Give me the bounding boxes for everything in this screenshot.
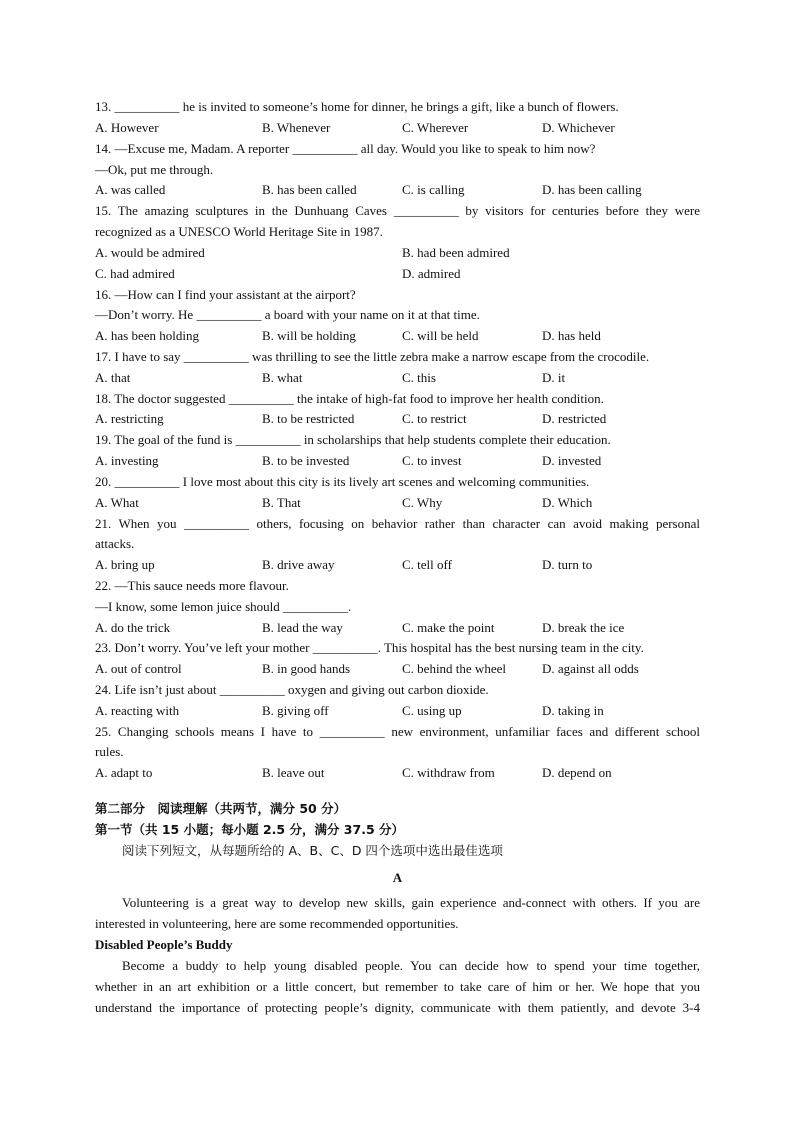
section1-heading: 第一节（共 15 小题；每小题 2.5 分，满分 37.5 分）: [95, 822, 404, 837]
q14-option-d: D. has been calling: [542, 182, 642, 197]
question-14-stem-line2: —Ok, put me through.: [95, 162, 214, 177]
q21-option-d: D. turn to: [542, 557, 593, 572]
passage-body-line2: whether in an art exhibition or a little concert, but remember to take care of him or her. We hope that you: [95, 979, 700, 994]
passage-body-line1: Become a buddy to help young disabled people. You can decide how to spend your time together,: [122, 958, 700, 973]
q22-option-d: D. break the ice: [542, 620, 625, 635]
q13-option-d: D. Whichever: [542, 120, 615, 135]
question-15-stem: 15. The amazing sculptures in the Dunhuang Caves __________ by visitors for centuries before they were: [95, 203, 700, 218]
question-18-stem: 18. The doctor suggested __________ the intake of high-fat food to improve her health condition.: [95, 391, 604, 406]
question-20-stem: 20. __________ I love most about this city is its lively art scenes and welcoming communities.: [95, 474, 590, 489]
q13-option-a: A. However: [95, 120, 159, 135]
q14-option-a: A. was called: [95, 182, 166, 197]
q14-option-c: C. is calling: [402, 182, 465, 197]
q21-option-b: B. drive away: [262, 557, 335, 572]
q16-option-b: B. will be holding: [262, 328, 356, 343]
question-19-stem: 19. The goal of the fund is __________ in scholarships that help students complete their education.: [95, 432, 611, 447]
question-21-stem: 21. When you __________ others, focusing on behavior rather than character can avoid making personal: [95, 516, 700, 531]
q20-option-c: C. Why: [402, 495, 443, 510]
q16-option-c: C. will be held: [402, 328, 479, 343]
q15-option-c: C. had admired: [95, 266, 175, 281]
q25-option-d: D. depend on: [542, 765, 612, 780]
q18-option-d: D. restricted: [542, 411, 607, 426]
q15-option-d: D. admired: [402, 266, 461, 281]
q18-option-b: B. to be restricted: [262, 411, 355, 426]
question-24-stem: 24. Life isn’t just about __________ oxygen and giving out carbon dioxide.: [95, 682, 489, 697]
q24-option-d: D. taking in: [542, 703, 604, 718]
q17-option-a: A. that: [95, 370, 131, 385]
q17-option-d: D. it: [542, 370, 566, 385]
question-25-stem-line2: rules.: [95, 744, 124, 759]
q14-option-b: B. has been called: [262, 182, 357, 197]
passage-body-line3: understand the importance of protecting people’s dignity, communicate with them patiently, and devote 3-4: [95, 1000, 700, 1015]
passage-intro-line1: Volunteering is a great way to develop new skills, gain experience and-connect with others. If you are: [122, 895, 700, 910]
passage-intro-line2: interested in volunteering, here are some recommended opportunities.: [95, 916, 459, 931]
q19-option-b: B. to be invested: [262, 453, 350, 468]
q21-option-c: C. tell off: [402, 557, 452, 572]
q19-option-c: C. to invest: [402, 453, 462, 468]
q19-option-a: A. investing: [95, 453, 159, 468]
q23-option-d: D. against all odds: [542, 661, 639, 676]
q23-option-a: A. out of control: [95, 661, 182, 676]
question-22-stem-line2: —I know, some lemon juice should __________.: [95, 599, 352, 614]
q25-option-c: C. withdraw from: [402, 765, 495, 780]
question-25-stem: 25. Changing schools means I have to __________ new environment, unfamiliar faces and different school: [95, 724, 700, 739]
question-14-stem: 14. —Excuse me, Madam. A reporter __________ all day. Would you like to speak to him now?: [95, 141, 596, 156]
q16-option-d: D. has held: [542, 328, 601, 343]
q24-option-a: A. reacting with: [95, 703, 180, 718]
q24-option-b: B. giving off: [262, 703, 329, 718]
q23-option-b: B. in good hands: [262, 661, 351, 676]
q22-option-b: B. lead the way: [262, 620, 343, 635]
q15-option-b: B. had been admired: [402, 245, 510, 260]
question-22-stem: 22. —This sauce needs more flavour.: [95, 578, 289, 593]
q22-option-a: A. do the trick: [95, 620, 171, 635]
passage-letter: A: [392, 870, 403, 885]
q19-option-d: D. invested: [542, 453, 602, 468]
q25-option-b: B. leave out: [262, 765, 325, 780]
passage-subheading: Disabled People’s Buddy: [95, 937, 233, 952]
q25-option-a: A. adapt to: [95, 765, 153, 780]
q20-option-a: A. What: [95, 495, 139, 510]
q13-option-c: C. Wherever: [402, 120, 469, 135]
q18-option-a: A. restricting: [95, 411, 164, 426]
question-21-stem-line2: attacks.: [95, 536, 135, 551]
q17-option-b: B. what: [262, 370, 303, 385]
q20-option-b: B. That: [262, 495, 301, 510]
question-23-stem: 23. Don’t worry. You’ve left your mother __________. This hospital has the best nursing team in the city.: [95, 640, 644, 655]
q13-option-b: B. Whenever: [262, 120, 331, 135]
q22-option-c: C. make the point: [402, 620, 495, 635]
q21-option-a: A. bring up: [95, 557, 155, 572]
q20-option-d: D. Which: [542, 495, 593, 510]
question-16-stem: 16. —How can I find your assistant at the airport?: [95, 287, 356, 302]
q23-option-c: C. behind the wheel: [402, 661, 506, 676]
question-17-stem: 17. I have to say __________ was thrilling to see the little zebra make a narrow escape from the crocodile.: [95, 349, 650, 364]
q16-option-a: A. has been holding: [95, 328, 199, 343]
q15-option-a: A. would be admired: [95, 245, 205, 260]
part2-heading: 第二部分 阅读理解（共两节，满分 50 分）: [95, 801, 347, 816]
question-15-stem-line2: recognized as a UNESCO World Heritage Site in 1987.: [95, 224, 383, 239]
q24-option-c: C. using up: [402, 703, 462, 718]
reading-instruction: 阅读下列短文，从每题所给的 A、B、C、D 四个选项中选出最佳选项: [122, 843, 503, 858]
question-16-stem-line2: —Don’t worry. He __________ a board with your name on it at that time.: [95, 307, 480, 322]
q17-option-c: C. this: [402, 370, 436, 385]
q18-option-c: C. to restrict: [402, 411, 467, 426]
question-13-stem: 13. __________ he is invited to someone’s home for dinner, he brings a gift, like a bunch of flowers.: [95, 99, 619, 114]
